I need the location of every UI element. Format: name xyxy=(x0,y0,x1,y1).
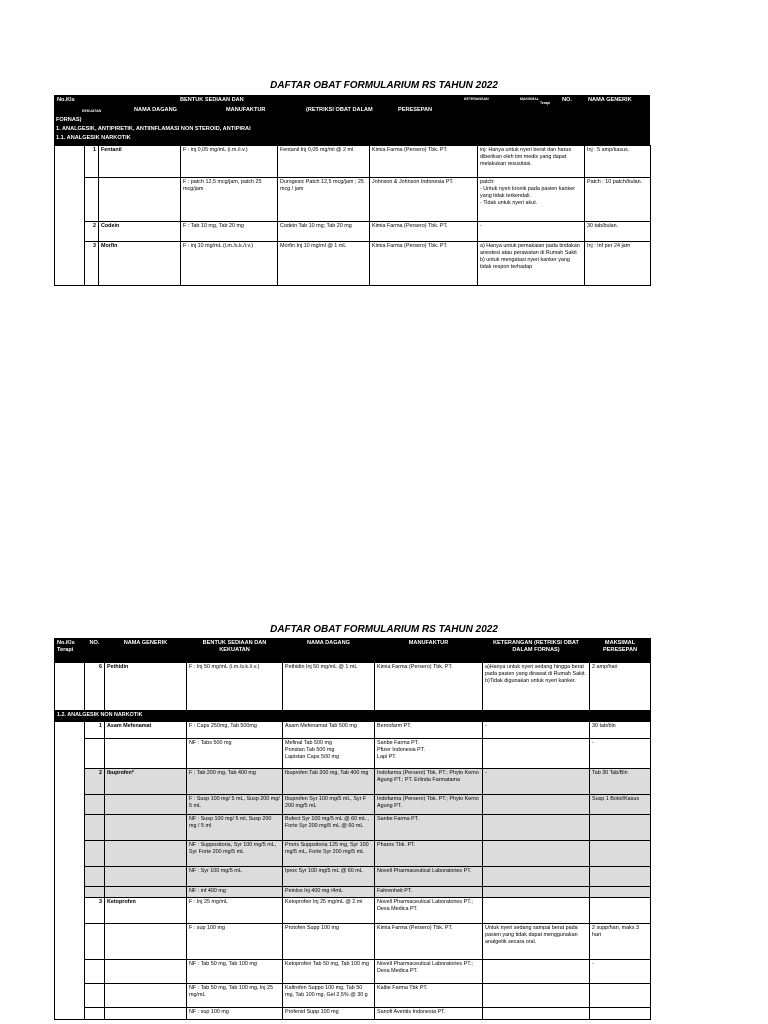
header-bentuk: BENTUK SEDIAAN DAN KEKUATAN xyxy=(187,639,283,663)
row-max xyxy=(590,867,651,887)
row-no: 1 xyxy=(85,146,99,178)
row-note xyxy=(483,1008,590,1020)
row-max xyxy=(590,887,651,898)
row-no xyxy=(85,841,105,867)
row-maker xyxy=(375,898,483,924)
row-no xyxy=(85,867,105,887)
row-generic xyxy=(105,841,187,867)
row-generic: Asam Mefenamat xyxy=(105,722,187,739)
row-maker: Sanbe Farma PT. Pfizer Indonesia PT. Lapi PT. xyxy=(375,739,483,769)
row-form: NF : Tabs 500 mg xyxy=(187,739,283,769)
row-form: F : Caps 250mg, Tab 500mg xyxy=(187,722,283,739)
row-maker: Pharos Tbk. PT. xyxy=(375,841,483,867)
row-max: 2 supp/hari, maks 3 hari xyxy=(590,924,651,960)
row-brand: Morfin Inj 10 mg/ml @ 1 mL xyxy=(278,242,370,286)
drug-table xyxy=(54,638,651,1020)
row-form: F : Inj 25 mg/mL xyxy=(187,898,283,924)
row-no xyxy=(85,1008,105,1020)
row-brand: Pethidin Inj 50 mg/mL @ 1 mL xyxy=(283,663,375,711)
header-maksimal: MAKSIMAL PERESEPAN xyxy=(590,639,651,663)
row-note-text: inj: Hanya untuk nyeri berat dan harus diberikan oleh tim medis yang dapat melakukan resusitasi. xyxy=(480,147,572,168)
header-no: NO. xyxy=(85,639,105,663)
row-brand: Durogesic Patch 12,5 mcg/jam ; 25 mcg / jam xyxy=(278,178,370,222)
row-brand xyxy=(283,815,375,841)
row-generic xyxy=(105,795,187,815)
table-row xyxy=(55,663,651,711)
table-row xyxy=(55,146,651,178)
row-maker: Kimia Farma (Persero) Tbk. PT. xyxy=(370,242,478,286)
section-title: 1.2. ANALGESIK NON NARKOTIK xyxy=(55,711,651,722)
row-note xyxy=(483,887,590,898)
row-maker: Bernofarm PT. xyxy=(375,722,483,739)
header-terapi: Terapi xyxy=(540,101,551,105)
header-keterangan: KETERANGAN (RETRIKSI OBAT DALAM FORNAS) xyxy=(483,639,590,663)
header-manufaktur: MANUFAKTUR xyxy=(375,639,483,663)
row-note: patch: - Untuk nyeri kronik pada pasien kanker yang tidak terkendali. - Tidak untuk nyeri akut. xyxy=(478,178,585,222)
header-noklas: No.Kls xyxy=(57,97,75,103)
row-max: Patch : 10 patch/bulan. xyxy=(585,178,651,222)
row-note xyxy=(483,739,590,769)
row-note xyxy=(478,146,585,178)
table-row xyxy=(55,722,651,739)
row-form: F : patch 12,5 mcg/jam, patch 25 mcg/jam xyxy=(181,178,278,222)
row-form: F : Susp 100 mg/ 5 mL, Susp 200 mg/ 5 mL xyxy=(187,795,283,815)
table-row xyxy=(55,841,651,867)
drug-table xyxy=(54,145,651,286)
row-maker: Indofarma (Persero) Tbk. PT.; Phyto Kemo Agung PT. xyxy=(375,795,483,815)
row-max: - xyxy=(590,739,651,769)
row-brand: Codein Tab 10 mg; Tab 20 mg xyxy=(278,222,370,242)
row-max: Inj : 5 amp/kasus. xyxy=(585,146,651,178)
table-row xyxy=(55,1008,651,1020)
row-form: F : Tab 10 mg, Tab 20 mg xyxy=(181,222,278,242)
row-maker: Kimia Farma (Persero) Tbk. PT. xyxy=(370,146,478,178)
row-brand: Ibuprofen Tab 200 mg, Tab 400 mg xyxy=(283,769,375,795)
row-maker-text: Novell Pharmaceutical Laboratories PT.; Dexa Medica PT. xyxy=(377,961,473,975)
header-nama-generik: NAMA GENERIK xyxy=(588,97,632,103)
row-max xyxy=(590,898,651,924)
row-form: F : sup 100 mg xyxy=(187,924,283,960)
row-generic xyxy=(105,739,187,769)
row-note xyxy=(483,898,590,924)
row-maker: Sanbe Farma PT. xyxy=(375,815,483,841)
row-brand: Fentanil Inj 0,05 mg/ml @ 2 ml xyxy=(278,146,370,178)
class-cell xyxy=(55,722,85,1020)
row-no xyxy=(85,924,105,960)
header-manufaktur: MANUFAKTUR xyxy=(226,107,266,113)
row-form: NF : Tab 50 mg, Tab 100 mg, Inj 25 mg/mL xyxy=(187,984,283,1008)
row-maker xyxy=(375,960,483,984)
row-max: Tab 30 Tab/Bln xyxy=(590,769,651,795)
row-no xyxy=(85,795,105,815)
header-fornas: FORNAS) xyxy=(56,117,82,123)
row-maker: Kimia Farma (Persero) Tbk. PT. xyxy=(375,924,483,960)
row-max: Susp 1 Botol/Kasus xyxy=(590,795,651,815)
row-brand: Asam Mefenamat Tab 500 mg xyxy=(283,722,375,739)
row-no xyxy=(85,984,105,1008)
row-max: Inj : Inf per 24 jam xyxy=(585,242,651,286)
row-form: NF : Susp 100 mg/ 5 ml, Susp 200 mg / 5 ml xyxy=(187,815,283,841)
row-generic: Codein xyxy=(99,222,181,242)
row-brand: Ibuprofen Syr 100 mg/5 mL, Syr F 200 mg/5 mL xyxy=(283,795,375,815)
row-maker xyxy=(375,769,483,795)
row-brand: Ketoprofen Tab 50 mg, Tab 100 mg xyxy=(283,960,375,984)
row-brand-text: Proris Suppsitoria 125 mg, Syr 100 mg/5 mL, Forte Syr 200 mg/5 mL xyxy=(285,842,369,856)
row-brand: Peinlos Inj 400 mg /4mL xyxy=(283,887,375,898)
page-title: DAFTAR OBAT FORMULARIUM RS TAHUN 2022 xyxy=(270,624,498,635)
row-note-text: a) Hanya untuk pemakaian pada tindakan anestesi atau perawatan di Rumah Sakit b) untuk mengatasi nyeri kanker yang tidak respon terhadap xyxy=(480,243,580,271)
table-row xyxy=(55,769,651,795)
row-note xyxy=(483,815,590,841)
row-maker: Kalbe Farma Tbk PT. xyxy=(375,984,483,1008)
row-no: 3 xyxy=(85,898,105,924)
row-generic xyxy=(105,867,187,887)
row-no: 6 xyxy=(85,663,105,711)
section-title: 1. ANALGESIK, ANTIPIRETIK, ANTIINFLAMASI NON STEROID, ANTIPIRAI xyxy=(56,126,251,132)
row-note xyxy=(483,795,590,815)
header-restriksi: (RETRIKSI OBAT DALAM xyxy=(306,107,373,113)
table-row xyxy=(55,924,651,960)
class-cell xyxy=(55,663,85,711)
row-max: 30 tab/bln xyxy=(590,722,651,739)
row-note xyxy=(483,867,590,887)
row-maker: Sanofi Aventis Indonesia PT. xyxy=(375,1008,483,1020)
row-form: NF : Suppositoria, Syr 100 mg/5 mL, Syr Forte 200 mg/5 mL xyxy=(187,841,283,867)
row-form: NF : Tab 50 mg, Tab 100 mg xyxy=(187,960,283,984)
row-brand-text: Bufect Syr 100 mg/5 mL @ 60 mL , Forte Syr 200 mg/5 mL @ 60 mL xyxy=(285,816,369,830)
row-generic: Ketoprofen xyxy=(105,898,187,924)
row-maker-text: Indofarma (Persero) Tbk. PT.; Phyto Kemo Agung PT.; PT. Erlinda Farmatama xyxy=(377,770,479,784)
header-bentuk: BENTUK SEDIAAN DAN xyxy=(180,97,244,103)
row-no xyxy=(85,739,105,769)
row-note: - xyxy=(483,769,590,795)
row-brand: Mefinal Tab 500 mg Ponstan Tab 500 mg Lapistan Caps 500 mg xyxy=(283,739,375,769)
row-brand xyxy=(283,841,375,867)
row-no: 1 xyxy=(85,722,105,739)
row-note xyxy=(483,924,590,960)
row-generic: Ibuprofen* xyxy=(105,769,187,795)
row-brand: Protofen Supp 100 mg xyxy=(283,924,375,960)
row-generic: Pethidin xyxy=(105,663,187,711)
row-maker: Kimia Farma (Persero) Tbk. PT. xyxy=(370,222,478,242)
row-form: NF : sup 100 mg xyxy=(187,1008,283,1020)
table-row xyxy=(55,178,651,222)
table-row xyxy=(55,898,651,924)
page-title: DAFTAR OBAT FORMULARIUM RS TAHUN 2022 xyxy=(270,80,498,91)
row-generic xyxy=(105,887,187,898)
row-note: a)Hanya untuk nyeri sedang hingga berat pada pasien yang dirawat di Rumah Sakit. b)Tidak digunakan untuk nyeri kanker. xyxy=(483,663,590,711)
row-brand xyxy=(283,984,375,1008)
table-row xyxy=(55,960,651,984)
row-generic xyxy=(99,178,181,222)
row-maker-text: Novell Pharmaceutical Laboratories PT.; Dexa Medica PT. xyxy=(377,899,473,913)
row-note: - xyxy=(483,722,590,739)
row-form: F : inj 10 mg/mL (i.m./s.k./i.v.) xyxy=(181,242,278,286)
row-note-text: Untuk nyeri sedang sampai berat pada pasien yang tidak dapat menggunakan analgetik secara oral. xyxy=(485,925,578,946)
row-no xyxy=(85,960,105,984)
header-peresepan: PERESEPAN xyxy=(398,107,433,113)
row-no: 2 xyxy=(85,222,99,242)
row-no xyxy=(85,815,105,841)
row-generic xyxy=(105,924,187,960)
row-generic xyxy=(105,984,187,1008)
row-max: 2 amp/hari xyxy=(590,663,651,711)
row-max: - xyxy=(590,960,651,984)
table-row xyxy=(55,222,651,242)
row-maker: Novell Pharmaceutical Laboratories PT. xyxy=(375,867,483,887)
row-note xyxy=(478,242,585,286)
row-max: 30 tab/bulan. xyxy=(585,222,651,242)
header-nama-generik: NAMA GENERIK xyxy=(105,639,187,663)
table-row xyxy=(55,242,651,286)
table-header xyxy=(55,639,651,663)
row-generic xyxy=(105,1008,187,1020)
row-form: NF : inf 400 mg xyxy=(187,887,283,898)
row-max xyxy=(590,1008,651,1020)
row-max xyxy=(590,984,651,1008)
row-generic: Fentanil xyxy=(99,146,181,178)
row-brand: Ketoprofen Inj 25 mg/mL @ 2 ml xyxy=(283,898,375,924)
row-maker: Johnson & Johnson Indonesia PT. xyxy=(370,178,478,222)
row-no xyxy=(85,887,105,898)
row-brand-text: Kaltrofen Suppo 100 mg, Tab 50 mg, Tab 100 mg, Gel 2,5% @ 30 g xyxy=(285,985,368,999)
section-row xyxy=(55,711,651,722)
row-maker: Fahrenheit PT. xyxy=(375,887,483,898)
row-note xyxy=(483,984,590,1008)
row-brand: Profenid Supp 100 mg xyxy=(283,1008,375,1020)
row-max xyxy=(590,841,651,867)
subsection-title: 1.1. ANALGESIK NARKOTIK xyxy=(56,135,131,141)
row-form: F : Inj 50 mg/mL (i.m./s.k./i.v.) xyxy=(187,663,283,711)
row-brand: Iprox Syr 100 mg/5 mL @ 60 mL xyxy=(283,867,375,887)
header-maksimal: MAKSIMAL xyxy=(520,97,539,101)
header-keterangan: KETERANGAN xyxy=(464,97,489,101)
table-row xyxy=(55,815,651,841)
table-row xyxy=(55,739,651,769)
row-form: F : inj 0,05 mg/mL (i.m./i.v.) xyxy=(181,146,278,178)
row-generic xyxy=(105,815,187,841)
row-no: 2 xyxy=(85,769,105,795)
row-form: NF : Syr 100 mg/5 mL xyxy=(187,867,283,887)
table-row xyxy=(55,984,651,1008)
row-generic xyxy=(105,960,187,984)
row-note xyxy=(483,960,590,984)
row-form: F : Tab 200 mg, Tab 400 mg xyxy=(187,769,283,795)
row-no xyxy=(85,178,99,222)
row-max xyxy=(590,815,651,841)
table-row xyxy=(55,795,651,815)
table-row xyxy=(55,867,651,887)
row-note xyxy=(483,841,590,867)
header-no: NO. xyxy=(562,97,572,103)
class-cell xyxy=(55,146,85,286)
header-nama-dagang: NAMA DAGANG xyxy=(283,639,375,663)
header-nama-dagang: NAMA DAGANG xyxy=(134,107,177,113)
row-note: - xyxy=(478,222,585,242)
header-kekuatan: KEKUATAN xyxy=(82,109,102,113)
row-generic: Morfin xyxy=(99,242,181,286)
row-no: 3 xyxy=(85,242,99,286)
table-row xyxy=(55,887,651,898)
table-header xyxy=(54,95,650,145)
header-noklas: No.Kls Terapi xyxy=(55,639,85,663)
row-maker: Kimia Farma (Persero) Tbk. PT. xyxy=(375,663,483,711)
